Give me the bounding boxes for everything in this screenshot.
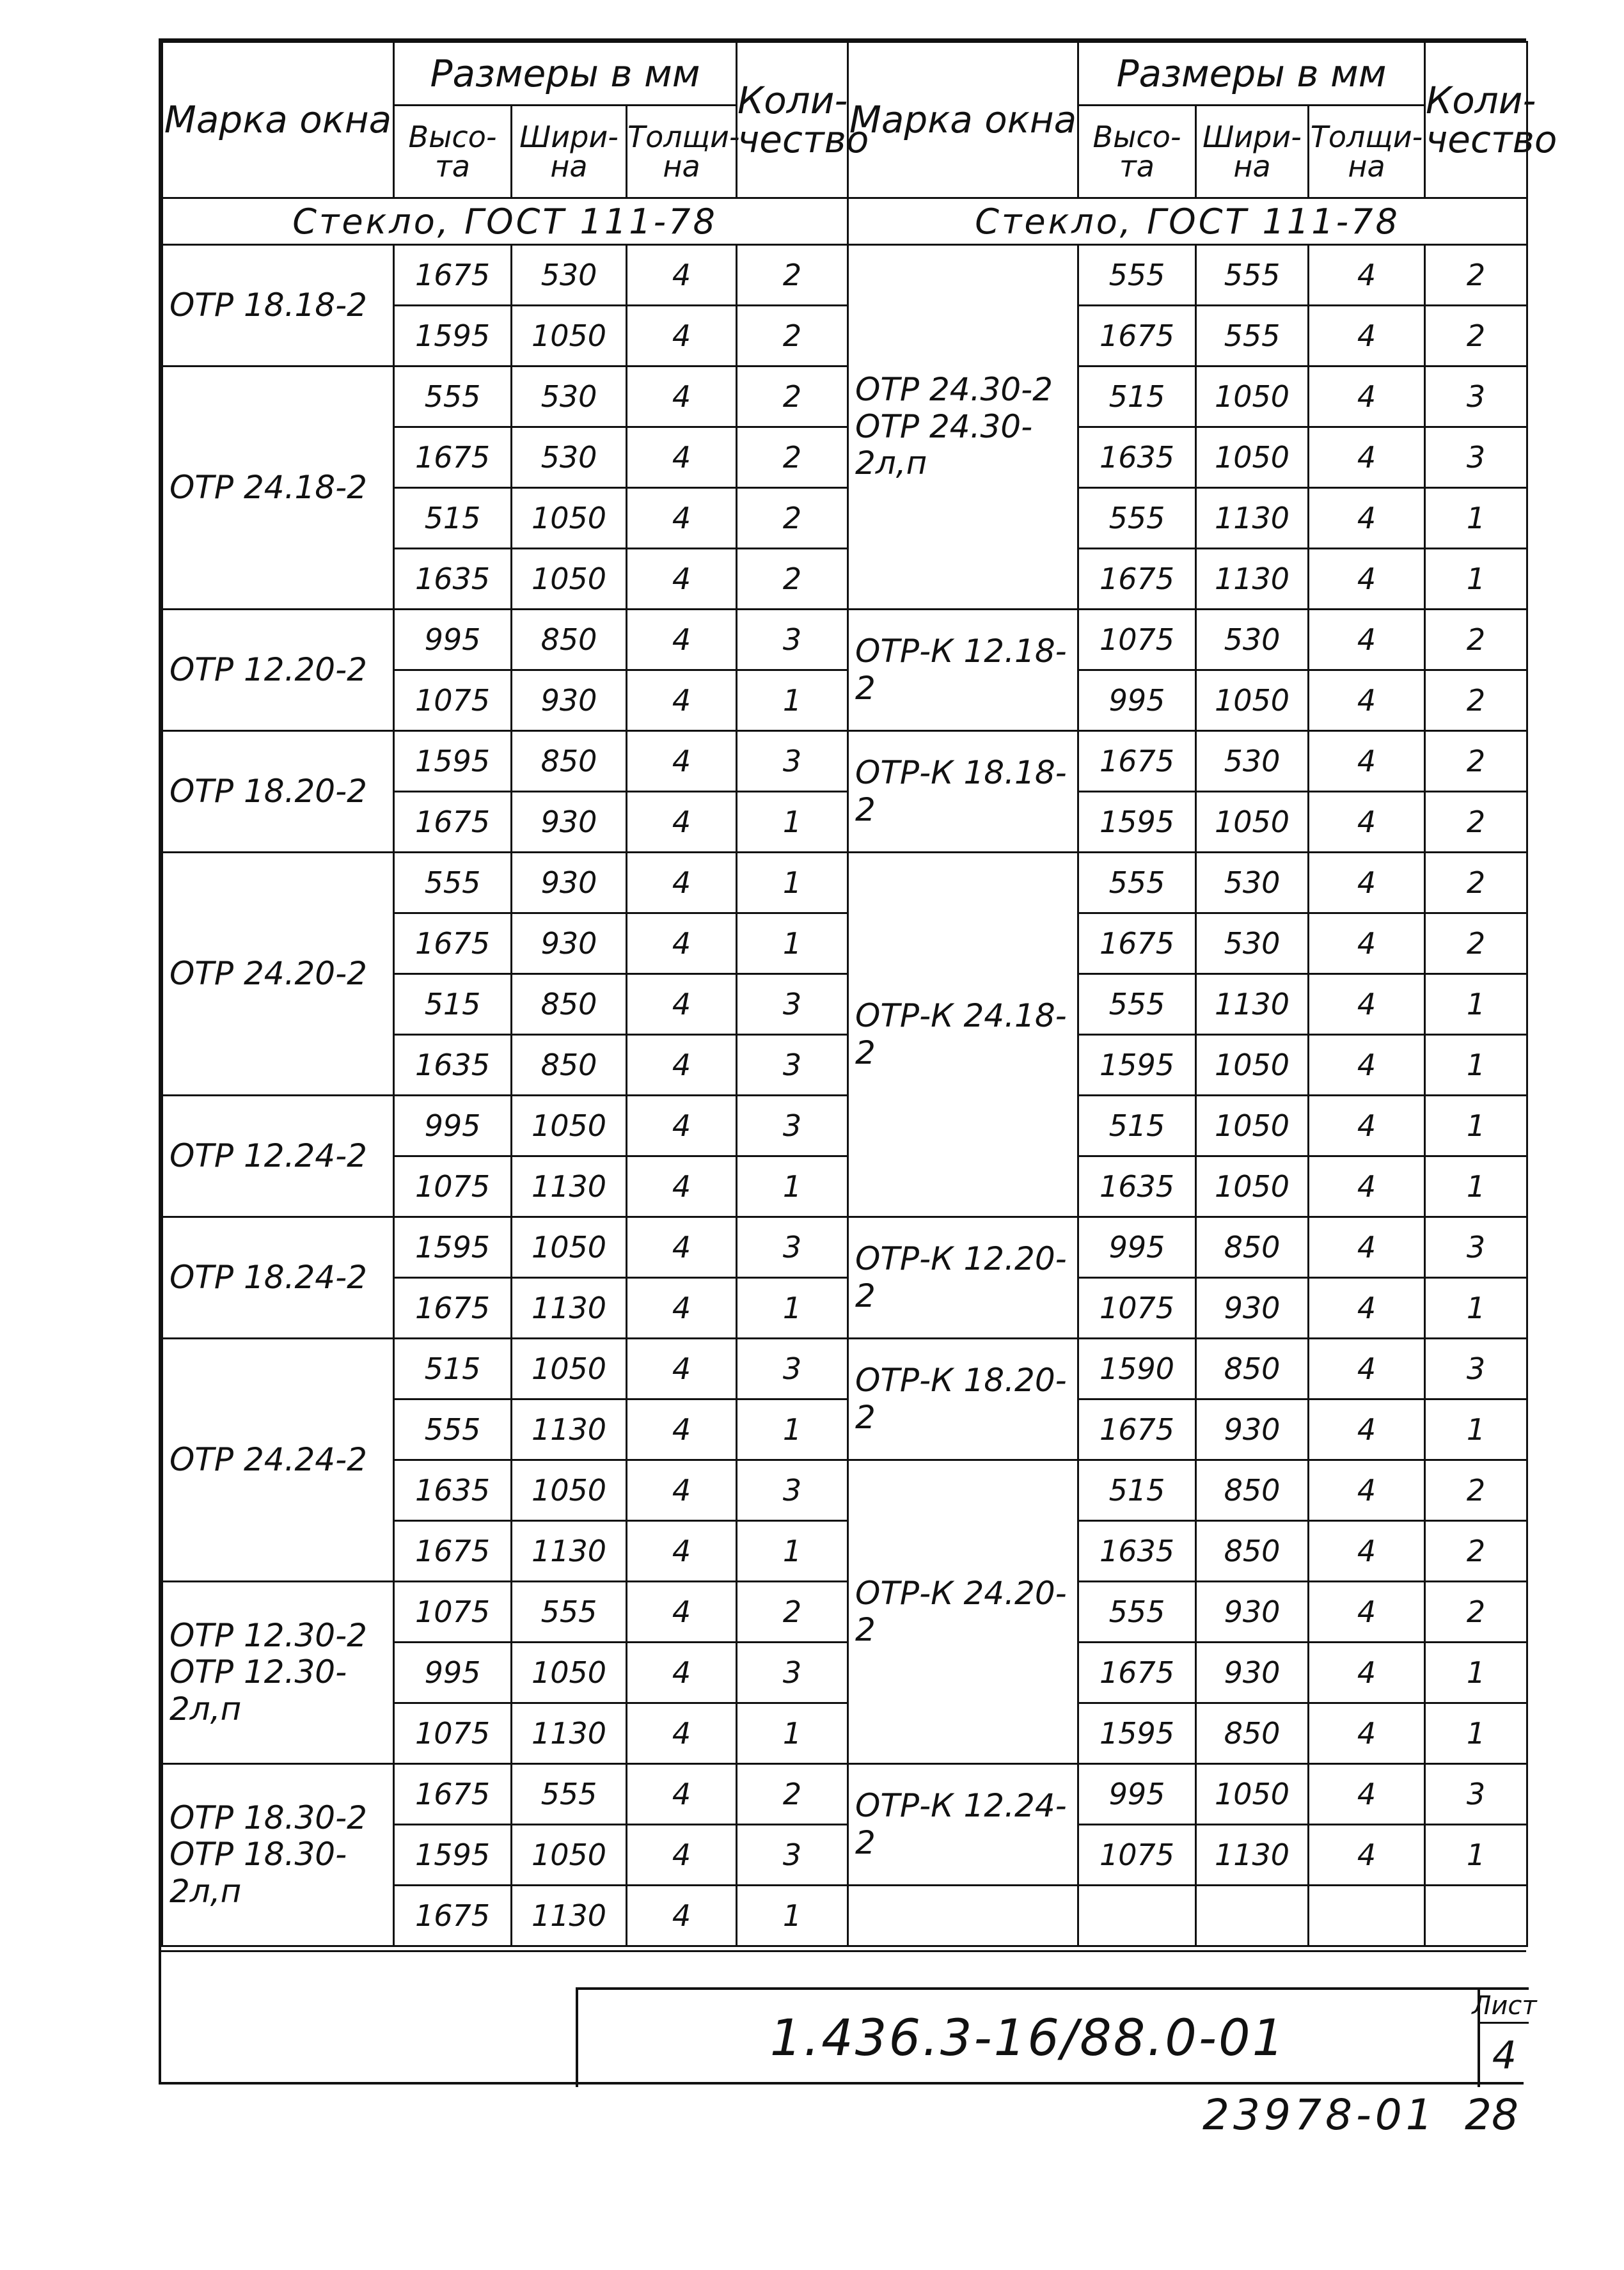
left-height-cell: 1675 xyxy=(394,1521,512,1582)
left-window-mark: ОТР 12.24-2 xyxy=(162,1096,394,1217)
right-height-cell: 1675 xyxy=(1078,1399,1196,1460)
left-quantity-cell: 2 xyxy=(737,1582,848,1643)
left-height-cell: 555 xyxy=(394,853,512,913)
right-thickness-cell: 4 xyxy=(1309,731,1425,792)
right-thickness-cell: 4 xyxy=(1309,488,1425,549)
left-thickness-cell: 4 xyxy=(627,853,737,913)
left-quantity-cell: 3 xyxy=(737,731,848,792)
left-height-cell: 1675 xyxy=(394,1764,512,1825)
left-width-cell: 555 xyxy=(512,1582,627,1643)
table-row xyxy=(162,1096,1527,1156)
left-quantity-cell: 1 xyxy=(737,1521,848,1582)
left-quantity-cell: 3 xyxy=(737,1035,848,1096)
left-width-cell: 850 xyxy=(512,731,627,792)
right-quantity-cell: 1 xyxy=(1425,1643,1527,1703)
right-width-cell: 555 xyxy=(1196,245,1309,306)
header-width-right: Шири-на xyxy=(1196,106,1309,198)
right-height-cell: 515 xyxy=(1078,367,1196,427)
right-quantity-cell: 1 xyxy=(1425,1399,1527,1460)
left-height-cell: 1635 xyxy=(394,1460,512,1521)
left-quantity-cell: 2 xyxy=(737,488,848,549)
left-thickness-cell: 4 xyxy=(627,1460,737,1521)
left-height-cell: 1075 xyxy=(394,670,512,731)
right-height-cell: 1635 xyxy=(1078,427,1196,488)
left-width-cell: 1050 xyxy=(512,488,627,549)
left-width-cell: 1050 xyxy=(512,1096,627,1156)
left-window-mark: ОТР 12.30-2 ОТР 12.30-2л,п xyxy=(162,1582,394,1764)
left-width-cell: 1130 xyxy=(512,1278,627,1339)
table-row xyxy=(162,1339,1527,1399)
header-mark-right: Марка окна xyxy=(848,42,1078,198)
left-quantity-cell: 3 xyxy=(737,1217,848,1278)
left-quantity-cell: 1 xyxy=(737,1886,848,1946)
left-thickness-cell: 4 xyxy=(627,1035,737,1096)
left-width-cell: 850 xyxy=(512,1035,627,1096)
header-thick-left: Толщи-на xyxy=(627,106,737,198)
left-quantity-cell: 3 xyxy=(737,610,848,670)
left-window-mark: ОТР 18.24-2 xyxy=(162,1217,394,1339)
left-window-mark: ОТР 18.20-2 xyxy=(162,731,394,853)
right-thickness-cell: 4 xyxy=(1309,427,1425,488)
header-sizes-left: Размеры в мм xyxy=(394,42,737,106)
right-quantity-cell: 3 xyxy=(1425,1339,1527,1399)
right-thickness-cell xyxy=(1309,1886,1425,1946)
left-quantity-cell: 1 xyxy=(737,670,848,731)
header-sizes-right: Размеры в мм xyxy=(1078,42,1425,106)
left-width-cell: 930 xyxy=(512,670,627,731)
right-width-cell: 1050 xyxy=(1196,1035,1309,1096)
right-quantity-cell: 1 xyxy=(1425,549,1527,610)
header-qty-left: Коли-чество xyxy=(737,42,848,198)
right-height-cell: 1675 xyxy=(1078,1643,1196,1703)
right-width-cell: 850 xyxy=(1196,1703,1309,1764)
right-thickness-cell: 4 xyxy=(1309,1582,1425,1643)
right-quantity-cell: 2 xyxy=(1425,245,1527,306)
left-width-cell: 930 xyxy=(512,853,627,913)
right-window-mark: ОТР-К 18.18-2 xyxy=(848,731,1078,853)
right-width-cell: 1050 xyxy=(1196,1764,1309,1825)
left-width-cell: 1050 xyxy=(512,1460,627,1521)
right-width-cell: 850 xyxy=(1196,1339,1309,1399)
left-thickness-cell: 4 xyxy=(627,1156,737,1217)
left-thickness-cell: 4 xyxy=(627,1339,737,1399)
right-height-cell: 1075 xyxy=(1078,610,1196,670)
frame-bottom-rule xyxy=(159,2082,1524,2085)
right-quantity-cell: 2 xyxy=(1425,731,1527,792)
left-height-cell: 1675 xyxy=(394,245,512,306)
right-thickness-cell: 4 xyxy=(1309,913,1425,974)
left-thickness-cell: 4 xyxy=(627,1399,737,1460)
header-height-right: Высо-та xyxy=(1078,106,1196,198)
left-thickness-cell: 4 xyxy=(627,974,737,1035)
left-thickness-cell: 4 xyxy=(627,1217,737,1278)
right-width-cell: 1130 xyxy=(1196,488,1309,549)
left-width-cell: 930 xyxy=(512,792,627,853)
right-height-cell: 1075 xyxy=(1078,1278,1196,1339)
header-qty-right: Коли-чество xyxy=(1425,42,1527,198)
right-height-cell: 1635 xyxy=(1078,1156,1196,1217)
left-quantity-cell: 2 xyxy=(737,1764,848,1825)
right-width-cell: 930 xyxy=(1196,1643,1309,1703)
left-width-cell: 1130 xyxy=(512,1886,627,1946)
right-width-cell: 530 xyxy=(1196,610,1309,670)
left-window-mark: ОТР 18.18-2 xyxy=(162,245,394,367)
left-height-cell: 555 xyxy=(394,367,512,427)
left-width-cell: 1130 xyxy=(512,1156,627,1217)
left-thickness-cell: 4 xyxy=(627,1643,737,1703)
right-thickness-cell: 4 xyxy=(1309,549,1425,610)
table-row xyxy=(162,1764,1527,1825)
left-height-cell: 995 xyxy=(394,610,512,670)
right-quantity-cell: 3 xyxy=(1425,1764,1527,1825)
right-width-cell: 850 xyxy=(1196,1460,1309,1521)
left-window-mark: ОТР 24.18-2 xyxy=(162,367,394,610)
right-height-cell: 1675 xyxy=(1078,913,1196,974)
left-height-cell: 515 xyxy=(394,1339,512,1399)
right-window-mark xyxy=(848,1886,1078,1946)
right-width-cell: 1130 xyxy=(1196,549,1309,610)
left-width-cell: 850 xyxy=(512,974,627,1035)
left-height-cell: 995 xyxy=(394,1096,512,1156)
right-quantity-cell: 2 xyxy=(1425,913,1527,974)
right-height-cell: 1595 xyxy=(1078,792,1196,853)
left-height-cell: 515 xyxy=(394,974,512,1035)
right-quantity-cell: 2 xyxy=(1425,1521,1527,1582)
right-height-cell: 1590 xyxy=(1078,1339,1196,1399)
left-thickness-cell: 4 xyxy=(627,1096,737,1156)
left-quantity-cell: 3 xyxy=(737,1096,848,1156)
left-height-cell: 1675 xyxy=(394,913,512,974)
right-quantity-cell: 2 xyxy=(1425,670,1527,731)
header-thick-right: Толщи-на xyxy=(1309,106,1425,198)
left-thickness-cell: 4 xyxy=(627,549,737,610)
right-thickness-cell: 4 xyxy=(1309,1339,1425,1399)
left-width-cell: 1130 xyxy=(512,1521,627,1582)
right-height-cell: 1635 xyxy=(1078,1521,1196,1582)
right-height-cell: 515 xyxy=(1078,1460,1196,1521)
table-row xyxy=(162,1217,1527,1278)
right-thickness-cell: 4 xyxy=(1309,306,1425,367)
right-quantity-cell: 2 xyxy=(1425,853,1527,913)
drawing-sheet xyxy=(159,38,1557,2085)
table-row xyxy=(162,731,1527,792)
right-height-cell: 1675 xyxy=(1078,731,1196,792)
right-window-mark: ОТР-К 12.20-2 xyxy=(848,1217,1078,1339)
left-height-cell: 1595 xyxy=(394,1217,512,1278)
sheet-label: Лист xyxy=(1480,1990,1529,2024)
right-quantity-cell: 2 xyxy=(1425,792,1527,853)
right-window-mark: ОТР-К 12.24-2 xyxy=(848,1764,1078,1886)
left-height-cell: 1075 xyxy=(394,1582,512,1643)
left-thickness-cell: 4 xyxy=(627,731,737,792)
right-quantity-cell: 3 xyxy=(1425,1217,1527,1278)
right-quantity-cell: 2 xyxy=(1425,1582,1527,1643)
right-width-cell: 555 xyxy=(1196,306,1309,367)
left-height-cell: 1675 xyxy=(394,792,512,853)
left-quantity-cell: 3 xyxy=(737,1643,848,1703)
right-thickness-cell: 4 xyxy=(1309,670,1425,731)
right-window-mark: ОТР-К 24.20-2 xyxy=(848,1460,1078,1764)
left-quantity-cell: 2 xyxy=(737,367,848,427)
left-quantity-cell: 3 xyxy=(737,1825,848,1886)
right-width-cell: 1050 xyxy=(1196,427,1309,488)
left-window-mark: ОТР 24.20-2 xyxy=(162,853,394,1096)
right-thickness-cell: 4 xyxy=(1309,792,1425,853)
right-height-cell: 1595 xyxy=(1078,1035,1196,1096)
right-height-cell: 555 xyxy=(1078,1582,1196,1643)
right-quantity-cell: 2 xyxy=(1425,610,1527,670)
right-window-mark: ОТР-К 12.18-2 xyxy=(848,610,1078,731)
left-window-mark: ОТР 12.20-2 xyxy=(162,610,394,731)
left-thickness-cell: 4 xyxy=(627,306,737,367)
left-width-cell: 930 xyxy=(512,913,627,974)
right-thickness-cell: 4 xyxy=(1309,367,1425,427)
left-thickness-cell: 4 xyxy=(627,610,737,670)
left-height-cell: 1075 xyxy=(394,1156,512,1217)
left-quantity-cell: 1 xyxy=(737,853,848,913)
archive-number: 23978-01 xyxy=(1202,2090,1437,2140)
left-height-cell: 515 xyxy=(394,488,512,549)
header-height-left: Высо-та xyxy=(394,106,512,198)
right-width-cell: 530 xyxy=(1196,853,1309,913)
right-width-cell: 1050 xyxy=(1196,670,1309,731)
left-quantity-cell: 2 xyxy=(737,427,848,488)
right-width-cell: 850 xyxy=(1196,1217,1309,1278)
right-window-mark: ОТР-К 24.18-2 xyxy=(848,853,1078,1217)
right-thickness-cell: 4 xyxy=(1309,1035,1425,1096)
right-width-cell: 1130 xyxy=(1196,974,1309,1035)
right-quantity-cell: 1 xyxy=(1425,1825,1527,1886)
right-thickness-cell: 4 xyxy=(1309,245,1425,306)
table-row xyxy=(162,367,1527,427)
right-thickness-cell: 4 xyxy=(1309,1096,1425,1156)
left-thickness-cell: 4 xyxy=(627,1278,737,1339)
left-height-cell: 1595 xyxy=(394,1825,512,1886)
left-thickness-cell: 4 xyxy=(627,1886,737,1946)
right-height-cell: 555 xyxy=(1078,488,1196,549)
right-height-cell: 995 xyxy=(1078,670,1196,731)
right-window-mark: ОТР 24.30-2 ОТР 24.30-2л,п xyxy=(848,245,1078,610)
left-thickness-cell: 4 xyxy=(627,792,737,853)
right-quantity-cell: 2 xyxy=(1425,306,1527,367)
page-number: 28 xyxy=(1465,2090,1518,2140)
right-height-cell xyxy=(1078,1886,1196,1946)
left-width-cell: 530 xyxy=(512,427,627,488)
right-width-cell: 930 xyxy=(1196,1399,1309,1460)
right-thickness-cell: 4 xyxy=(1309,1460,1425,1521)
left-width-cell: 1050 xyxy=(512,1339,627,1399)
right-thickness-cell: 4 xyxy=(1309,1643,1425,1703)
right-quantity-cell xyxy=(1425,1886,1527,1946)
table-row xyxy=(162,245,1527,306)
left-width-cell: 530 xyxy=(512,367,627,427)
left-height-cell: 1635 xyxy=(394,549,512,610)
glass-standard-right: Стекло, ГОСТ 111-78 xyxy=(848,198,1527,245)
left-quantity-cell: 1 xyxy=(737,1156,848,1217)
left-quantity-cell: 1 xyxy=(737,1399,848,1460)
right-thickness-cell: 4 xyxy=(1309,1217,1425,1278)
left-height-cell: 1075 xyxy=(394,1703,512,1764)
left-height-cell: 995 xyxy=(394,1643,512,1703)
left-window-mark: ОТР 24.24-2 xyxy=(162,1339,394,1582)
left-width-cell: 555 xyxy=(512,1764,627,1825)
left-height-cell: 1675 xyxy=(394,1278,512,1339)
right-width-cell: 930 xyxy=(1196,1582,1309,1643)
left-thickness-cell: 4 xyxy=(627,1582,737,1643)
header-mark-left: Марка окна xyxy=(162,42,394,198)
right-thickness-cell: 4 xyxy=(1309,610,1425,670)
title-block xyxy=(576,1987,1537,2087)
right-width-cell: 1050 xyxy=(1196,792,1309,853)
right-quantity-cell: 1 xyxy=(1425,1096,1527,1156)
right-quantity-cell: 1 xyxy=(1425,1703,1527,1764)
left-width-cell: 1130 xyxy=(512,1399,627,1460)
right-height-cell: 555 xyxy=(1078,245,1196,306)
header-width-left: Шири-на xyxy=(512,106,627,198)
left-quantity-cell: 1 xyxy=(737,1703,848,1764)
glass-spec-table xyxy=(161,41,1557,1947)
left-thickness-cell: 4 xyxy=(627,1703,737,1764)
left-quantity-cell: 3 xyxy=(737,1460,848,1521)
right-thickness-cell: 4 xyxy=(1309,853,1425,913)
left-width-cell: 530 xyxy=(512,245,627,306)
left-width-cell: 1050 xyxy=(512,549,627,610)
right-thickness-cell: 4 xyxy=(1309,1399,1425,1460)
right-width-cell: 1050 xyxy=(1196,367,1309,427)
right-quantity-cell: 1 xyxy=(1425,1278,1527,1339)
right-height-cell: 555 xyxy=(1078,974,1196,1035)
right-quantity-cell: 1 xyxy=(1425,1035,1527,1096)
left-width-cell: 1130 xyxy=(512,1703,627,1764)
table-row xyxy=(162,610,1527,670)
left-quantity-cell: 1 xyxy=(737,792,848,853)
right-width-cell: 850 xyxy=(1196,1521,1309,1582)
right-quantity-cell: 3 xyxy=(1425,367,1527,427)
right-height-cell: 1595 xyxy=(1078,1703,1196,1764)
left-quantity-cell: 1 xyxy=(737,1278,848,1339)
left-thickness-cell: 4 xyxy=(627,1521,737,1582)
right-thickness-cell: 4 xyxy=(1309,1825,1425,1886)
right-width-cell: 1050 xyxy=(1196,1096,1309,1156)
left-window-mark: ОТР 18.30-2 ОТР 18.30-2л,п xyxy=(162,1764,394,1946)
sheet-number: 4 xyxy=(1492,2033,1517,2078)
left-quantity-cell: 3 xyxy=(737,974,848,1035)
left-thickness-cell: 4 xyxy=(627,1825,737,1886)
left-quantity-cell: 2 xyxy=(737,245,848,306)
left-width-cell: 1050 xyxy=(512,1825,627,1886)
right-width-cell: 930 xyxy=(1196,1278,1309,1339)
right-thickness-cell: 4 xyxy=(1309,1764,1425,1825)
right-thickness-cell: 4 xyxy=(1309,1156,1425,1217)
right-width-cell: 530 xyxy=(1196,731,1309,792)
left-thickness-cell: 4 xyxy=(627,913,737,974)
left-height-cell: 1675 xyxy=(394,427,512,488)
right-quantity-cell: 1 xyxy=(1425,488,1527,549)
left-quantity-cell: 2 xyxy=(737,306,848,367)
left-thickness-cell: 4 xyxy=(627,1764,737,1825)
left-thickness-cell: 4 xyxy=(627,670,737,731)
left-width-cell: 1050 xyxy=(512,1217,627,1278)
right-thickness-cell: 4 xyxy=(1309,1703,1425,1764)
right-height-cell: 555 xyxy=(1078,853,1196,913)
left-width-cell: 1050 xyxy=(512,306,627,367)
right-width-cell: 1050 xyxy=(1196,1156,1309,1217)
left-height-cell: 1675 xyxy=(394,1886,512,1946)
document-designation: 1.436.3-16/88.0-01 xyxy=(578,1990,1480,2087)
left-thickness-cell: 4 xyxy=(627,488,737,549)
left-thickness-cell: 4 xyxy=(627,245,737,306)
right-quantity-cell: 1 xyxy=(1425,974,1527,1035)
left-height-cell: 1595 xyxy=(394,306,512,367)
left-thickness-cell: 4 xyxy=(627,367,737,427)
left-quantity-cell: 1 xyxy=(737,913,848,974)
right-height-cell: 1075 xyxy=(1078,1825,1196,1886)
left-height-cell: 555 xyxy=(394,1399,512,1460)
right-width-cell: 530 xyxy=(1196,913,1309,974)
table-row xyxy=(162,853,1527,913)
right-height-cell: 995 xyxy=(1078,1764,1196,1825)
left-width-cell: 1050 xyxy=(512,1643,627,1703)
right-window-mark: ОТР-К 18.20-2 xyxy=(848,1339,1078,1460)
right-width-cell xyxy=(1196,1886,1309,1946)
left-height-cell: 1595 xyxy=(394,731,512,792)
right-quantity-cell: 2 xyxy=(1425,1460,1527,1521)
right-height-cell: 995 xyxy=(1078,1217,1196,1278)
left-height-cell: 1635 xyxy=(394,1035,512,1096)
glass-standard-left: Стекло, ГОСТ 111-78 xyxy=(162,198,848,245)
left-quantity-cell: 3 xyxy=(737,1339,848,1399)
left-quantity-cell: 2 xyxy=(737,549,848,610)
right-height-cell: 1675 xyxy=(1078,549,1196,610)
right-thickness-cell: 4 xyxy=(1309,1278,1425,1339)
right-height-cell: 515 xyxy=(1078,1096,1196,1156)
left-width-cell: 850 xyxy=(512,610,627,670)
left-thickness-cell: 4 xyxy=(627,427,737,488)
table-row xyxy=(162,1582,1527,1643)
table-bottom-rule xyxy=(161,1950,1526,1952)
right-height-cell: 1675 xyxy=(1078,306,1196,367)
right-width-cell: 1130 xyxy=(1196,1825,1309,1886)
right-thickness-cell: 4 xyxy=(1309,974,1425,1035)
right-thickness-cell: 4 xyxy=(1309,1521,1425,1582)
right-quantity-cell: 3 xyxy=(1425,427,1527,488)
right-quantity-cell: 1 xyxy=(1425,1156,1527,1217)
